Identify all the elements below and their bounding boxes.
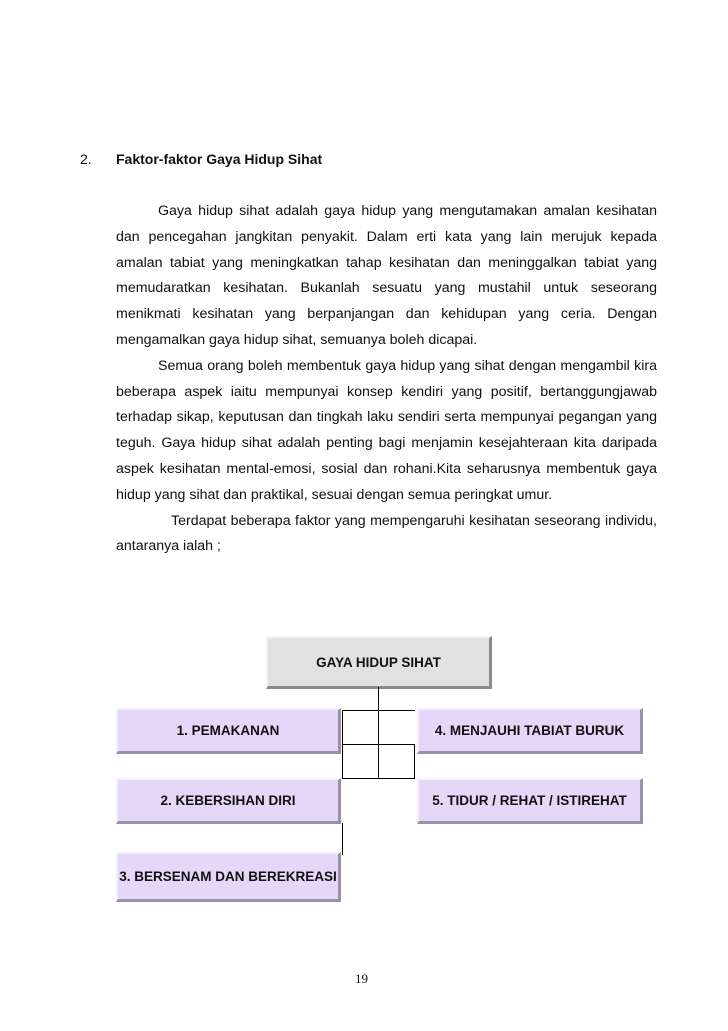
- connector-line: [342, 823, 343, 855]
- paragraph-1: Gaya hidup sihat adalah gaya hidup yang mengutamakan amalan kesihatan dan pencegahan jangkitan penyakit. Dalam erti kata yang lain merujuk kepada amalan tabiat yang meningkatkan tahap kesihatan dan meninggalkan tabiat yang memudaratkan kesihatan. Bukanlah sesuatu yang mustahil untuk seseorang menikmati kesihatan yang berpanjangan dan kehidupan yang ceria. Dengan mengamalkan gaya hidup sihat, semuanya boleh dicapai.: [116, 203, 657, 348]
- factor-box-bersenam: 3. BERSENAM DAN BEREKREASI: [116, 852, 341, 902]
- factor-box-tidur-rehat: 5. TIDUR / REHAT / ISTIREHAT: [417, 778, 643, 824]
- paragraph-2: Semua orang boleh membentuk gaya hidup yang sihat dengan mengambil kira beberapa aspek iaitu mempunyai konsep kendiri yang positif, bertanggungjawab terhadap sikap, keputusan dan tingkah laku sendiri serta mempunyai pegangan yang teguh. Gaya hidup sihat adalah penting bagi menjamin kesejahteraan kita daripada aspek kesihatan mental-emosi, sosial dan rohani.Kita seharusnya membentuk gaya hidup yang sihat dan praktikal, sesuai dengan semua peringkat umur.: [116, 357, 657, 503]
- connector-line: [342, 744, 415, 745]
- factor-box-kebersihan-diri: 2. KEBERSIHAN DIRI: [116, 778, 341, 824]
- paragraph-3: Terdapat beberapa faktor yang mempengaruhi kesihatan seseorang individu, antaranya ialah ;: [116, 512, 657, 555]
- section-number: 2.: [80, 151, 92, 167]
- diagram-root-box: GAYA HIDUP SIHAT: [266, 636, 492, 689]
- body-text: [116, 199, 657, 560]
- section-title: Faktor-faktor Gaya Hidup Sihat: [116, 151, 323, 167]
- connector-line: [342, 778, 415, 779]
- connector-line: [342, 710, 415, 711]
- connector-line: [378, 687, 379, 779]
- connector-line: [414, 744, 415, 778]
- page-number: 19: [355, 971, 368, 986]
- factor-box-pemakanan: 1. PEMAKANAN: [116, 708, 341, 754]
- factor-box-tabiat-buruk: 4. MENJAUHI TABIAT BURUK: [417, 708, 643, 754]
